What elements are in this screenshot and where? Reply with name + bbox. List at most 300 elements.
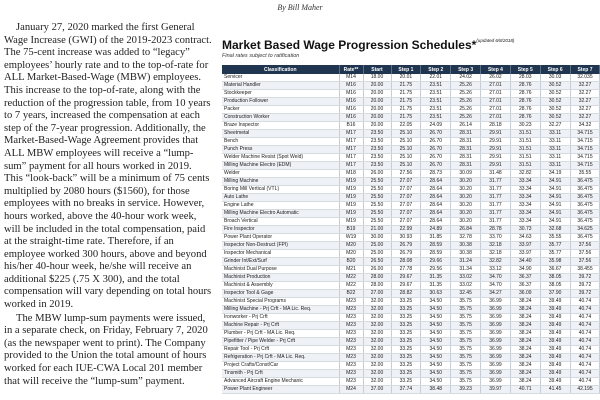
table-row (222, 354, 600, 362)
wage-cell: 36.99 (481, 330, 511, 338)
wage-cell: 30.63 (421, 290, 451, 298)
column-header: Step 2 (421, 65, 451, 74)
wage-cell: 33.25 (391, 330, 421, 338)
wage-cell: 39.97 (481, 386, 511, 394)
classification-cell: Project Crafts/Const/Car (222, 362, 339, 370)
wage-cell: 30.38 (451, 250, 481, 258)
wage-cell: 31.85 (421, 234, 451, 242)
classification-cell: Machinist & Assembly (222, 282, 339, 290)
wage-cell: 37.56 (570, 250, 600, 258)
wage-cell: 38.24 (510, 354, 540, 362)
column-header: Step 4 (481, 65, 511, 74)
table-row (222, 266, 600, 274)
wage-cell: 33.25 (391, 306, 421, 314)
wage-cell: 20.00 (363, 106, 391, 114)
wage-cell: 30.93 (391, 234, 421, 242)
rate-code-cell: M14 (339, 74, 363, 82)
wage-cell: 33.12 (481, 266, 511, 274)
table-row (222, 186, 600, 194)
classification-cell: Advanced Aircraft Engine Mechanic (222, 378, 339, 386)
wage-cell: 39.49 (540, 370, 570, 378)
wage-cell: 38.24 (510, 314, 540, 322)
table-row (222, 378, 600, 386)
table-row (222, 106, 600, 114)
wage-cell: 22.01 (421, 74, 451, 82)
wage-cell: 33.34 (510, 202, 540, 210)
wage-cell: 21.75 (391, 98, 421, 106)
wage-cell: 32.27 (570, 98, 600, 106)
wage-cell: 42.195 (570, 386, 600, 394)
wage-cell: 30.20 (451, 186, 481, 194)
wage-cell: 31.77 (481, 210, 511, 218)
wage-cell: 28.31 (451, 130, 481, 138)
wage-cell: 28.78 (481, 226, 511, 234)
wage-cell: 25.26 (451, 82, 481, 90)
wage-cell: 35.75 (451, 314, 481, 322)
table-header (222, 65, 600, 74)
wage-cell: 36.99 (481, 370, 511, 378)
wage-cell: 40.74 (570, 370, 600, 378)
wage-cell: 32.00 (363, 378, 391, 386)
table-row (222, 290, 600, 298)
wage-cell: 26.70 (421, 146, 451, 154)
wage-cell: 25.26 (451, 98, 481, 106)
table-row (222, 74, 600, 82)
wage-cell: 28.59 (421, 250, 451, 258)
table-row (222, 162, 600, 170)
wage-cell: 33.11 (540, 130, 570, 138)
rate-code-cell: M23 (339, 370, 363, 378)
wage-cell: 32.00 (363, 362, 391, 370)
wage-cell: 36.37 (510, 274, 540, 282)
rate-code-cell: M20 (339, 250, 363, 258)
wage-cell: 33.25 (391, 298, 421, 306)
wage-cell: 28.76 (510, 98, 540, 106)
wage-cell: 38.24 (510, 306, 540, 314)
wage-cell: 30.52 (540, 114, 570, 122)
wage-cell: 34.715 (570, 162, 600, 170)
classification-cell: Engine Lathe (222, 202, 339, 210)
wage-cell: 34.625 (570, 226, 600, 234)
table-row (222, 298, 600, 306)
byline: By Bill Maher (277, 3, 323, 12)
wage-cell: 20.00 (363, 90, 391, 98)
wage-cell: 21.00 (363, 226, 391, 234)
wage-cell: 30.23 (510, 122, 540, 130)
wage-cell: 40.74 (570, 346, 600, 354)
wage-cell: 37.74 (391, 386, 421, 394)
wage-cell: 38.24 (510, 338, 540, 346)
table-body (222, 74, 600, 394)
table-row (222, 218, 600, 226)
rate-code-cell: M17 (339, 162, 363, 170)
wage-cell: 25.00 (363, 250, 391, 258)
wage-cell: 20.00 (363, 98, 391, 106)
wage-cell: 28.08 (391, 258, 421, 266)
wage-cell: 28.64 (421, 186, 451, 194)
classification-cell: Production Follower (222, 98, 339, 106)
wage-cell: 36.99 (481, 378, 511, 386)
rate-code-cell: M23 (339, 298, 363, 306)
wage-cell: 36.99 (481, 354, 511, 362)
wage-cell: 25.26 (451, 90, 481, 98)
wage-cell: 29.91 (481, 130, 511, 138)
classification-cell: Welder (222, 170, 339, 178)
wage-cell: 35.75 (451, 306, 481, 314)
wage-cell: 25.50 (363, 186, 391, 194)
table-row (222, 210, 600, 218)
wage-cell: 31.77 (481, 186, 511, 194)
wage-cell: 28.64 (421, 178, 451, 186)
wage-cell: 22.99 (391, 226, 421, 234)
wage-cell: 26.70 (421, 154, 451, 162)
wage-cell: 25.26 (451, 106, 481, 114)
table-row (222, 338, 600, 346)
wage-cell: 29.66 (421, 258, 451, 266)
wage-cell: 38.24 (510, 322, 540, 330)
wage-cell: 34.50 (421, 306, 451, 314)
table-row (222, 82, 600, 90)
wage-cell: 33.34 (510, 210, 540, 218)
wage-cell: 25.50 (363, 210, 391, 218)
wage-cell: 33.34 (510, 218, 540, 226)
wage-cell: 36.99 (481, 314, 511, 322)
rate-code-cell: M19 (339, 194, 363, 202)
wage-cell: 31.51 (510, 154, 540, 162)
wage-cell: 34.70 (481, 274, 511, 282)
wage-cell: 29.91 (481, 146, 511, 154)
wage-cell: 36.99 (481, 306, 511, 314)
wage-cell: 31.77 (481, 194, 511, 202)
table-row (222, 330, 600, 338)
classification-cell: Fire Inspector (222, 226, 339, 234)
wage-cell: 25.50 (363, 178, 391, 186)
wage-cell: 26.00 (363, 170, 391, 178)
rate-code-cell: B19 (339, 226, 363, 234)
classification-cell: Inspector Tool & Gage (222, 290, 339, 298)
table-row (222, 314, 600, 322)
wage-cell: 24.89 (421, 226, 451, 234)
table-row (222, 170, 600, 178)
rate-code-cell: M23 (339, 338, 363, 346)
wage-cell: 33.34 (510, 194, 540, 202)
classification-cell: Machinist Special Programs (222, 298, 339, 306)
table-row (222, 322, 600, 330)
wage-cell: 35.55 (540, 234, 570, 242)
wage-cell: 23.50 (363, 130, 391, 138)
wage-cell: 32.00 (363, 346, 391, 354)
rate-code-cell: M23 (339, 306, 363, 314)
wage-cell: 31.35 (421, 274, 451, 282)
wage-cell: 25.10 (391, 146, 421, 154)
classification-cell: Servicer (222, 74, 339, 82)
wage-cell: 23.51 (421, 90, 451, 98)
wage-cell: 27.00 (363, 290, 391, 298)
wage-cell: 35.77 (540, 250, 570, 258)
wage-cell: 35.98 (540, 258, 570, 266)
rate-code-cell: M20 (339, 242, 363, 250)
wage-cell: 33.97 (510, 250, 540, 258)
table-row (222, 154, 600, 162)
wage-cell: 32.00 (363, 338, 391, 346)
wage-cell: 18.00 (363, 74, 391, 82)
wage-cell: 30.00 (363, 234, 391, 242)
table-subtitle: Final rates subject to ratification (222, 53, 300, 59)
wage-cell: 21.75 (391, 106, 421, 114)
classification-cell: Construction Worker (222, 114, 339, 122)
wage-cell: 36.475 (570, 178, 600, 186)
classification-cell: Milling Machine Electro (EDM) (222, 162, 339, 170)
wage-cell: 39.49 (540, 306, 570, 314)
wage-cell: 32.18 (481, 250, 511, 258)
classification-cell: Repair Tool - Prj Crft (222, 346, 339, 354)
wage-cell: 20.00 (363, 114, 391, 122)
wage-cell: 23.51 (421, 82, 451, 90)
wage-cell: 30.20 (451, 178, 481, 186)
wage-cell: 34.50 (421, 298, 451, 306)
table-row (222, 114, 600, 122)
wage-cell: 26.84 (451, 226, 481, 234)
wage-cell: 32.82 (481, 258, 511, 266)
rate-code-cell: M16 (339, 98, 363, 106)
wage-cell: 23.50 (363, 162, 391, 170)
wage-cell: 33.25 (391, 346, 421, 354)
wage-cell: 39.49 (540, 330, 570, 338)
wage-cell: 30.03 (540, 74, 570, 82)
wage-cell: 28.76 (510, 114, 540, 122)
wage-cell: 33.25 (391, 338, 421, 346)
wage-cell: 28.64 (421, 218, 451, 226)
wage-cell: 28.64 (421, 194, 451, 202)
wage-cell: 27.01 (481, 82, 511, 90)
wage-cell: 33.25 (391, 370, 421, 378)
classification-cell: Machine Repair - Prj Crft (222, 322, 339, 330)
wage-cell: 35.75 (451, 354, 481, 362)
wage-cell: 27.07 (391, 218, 421, 226)
wage-cell: 27.01 (481, 90, 511, 98)
wage-cell: 34.50 (421, 314, 451, 322)
classification-cell: Milling Machine (222, 178, 339, 186)
wage-cell: 32.82 (510, 170, 540, 178)
table-row (222, 242, 600, 250)
wage-cell: 34.715 (570, 130, 600, 138)
wage-cell: 24.02 (451, 74, 481, 82)
wage-cell: 31.51 (510, 138, 540, 146)
wage-cell: 36.67 (540, 266, 570, 274)
classification-cell: Plumber - Prj Crft - MA Lic. Req. (222, 330, 339, 338)
wage-cell: 31.35 (421, 282, 451, 290)
wage-cell: 28.00 (363, 274, 391, 282)
column-header: Step 3 (451, 65, 481, 74)
wage-cell: 31.51 (510, 162, 540, 170)
table-row (222, 202, 600, 210)
wage-cell: 33.11 (540, 138, 570, 146)
article-paragraph: The MBW lump-sum payments were issued, in a separate check, on Friday, February 7, 2020 (as the newspaper went to print). The Company provided to the Union the total amount of hours worked for each IUE-CWA Local 201 member that will receive the “lump-sum” payment. (4, 312, 208, 387)
wage-cell: 33.70 (481, 234, 511, 242)
wage-cell: 28.64 (421, 210, 451, 218)
table-title-text: Market Based Wage Progression Schedules* (222, 38, 477, 52)
wage-cell: 36.99 (481, 362, 511, 370)
wage-cell: 26.00 (363, 266, 391, 274)
table-row (222, 370, 600, 378)
wage-cell: 40.74 (570, 322, 600, 330)
wage-cell: 31.48 (481, 170, 511, 178)
wage-cell: 30.20 (451, 194, 481, 202)
wage-cell: 34.40 (510, 258, 540, 266)
wage-cell: 35.75 (451, 322, 481, 330)
wage-cell: 35.75 (451, 378, 481, 386)
wage-cell: 40.74 (570, 338, 600, 346)
classification-cell: Milling Machine Electro Automatic (222, 210, 339, 218)
wage-cell: 29.67 (391, 282, 421, 290)
wage-cell: 39.49 (540, 298, 570, 306)
wage-cell: 34.19 (540, 170, 570, 178)
wage-cell: 31.77 (481, 202, 511, 210)
classification-cell: Boring Mill Vertical (VTL) (222, 186, 339, 194)
wage-cell: 36.475 (570, 218, 600, 226)
wage-cell: 28.03 (510, 74, 540, 82)
table-title (222, 38, 600, 52)
wage-cell: 37.56 (570, 242, 600, 250)
table-row (222, 138, 600, 146)
wage-cell: 33.25 (391, 314, 421, 322)
rate-code-cell: M19 (339, 210, 363, 218)
wage-cell: 39.49 (540, 378, 570, 386)
wage-cell: 21.75 (391, 90, 421, 98)
wage-table-section (222, 38, 600, 400)
wage-cell: 23.51 (421, 106, 451, 114)
wage-cell: 38.48 (421, 386, 451, 394)
wage-cell: 32.68 (540, 226, 570, 234)
wage-cell: 33.25 (391, 322, 421, 330)
wage-cell: 25.50 (363, 218, 391, 226)
rate-code-cell: M17 (339, 146, 363, 154)
wage-cell: 36.475 (570, 186, 600, 194)
wage-cell: 37.56 (570, 258, 600, 266)
wage-cell: 33.11 (540, 162, 570, 170)
wage-cell: 22.05 (391, 122, 421, 130)
wage-cell: 34.63 (510, 234, 540, 242)
wage-cell: 26.70 (421, 138, 451, 146)
wage-cell: 24.09 (421, 122, 451, 130)
wage-cell: 34.50 (421, 346, 451, 354)
rate-code-cell: M17 (339, 138, 363, 146)
wage-cell: 39.49 (540, 362, 570, 370)
wage-cell: 26.79 (391, 242, 421, 250)
column-header: Step 1 (391, 65, 421, 74)
wage-cell: 27.07 (391, 202, 421, 210)
wage-cell: 26.70 (421, 162, 451, 170)
column-header: Step 6 (540, 65, 570, 74)
wage-cell: 39.72 (570, 282, 600, 290)
wage-cell: 34.50 (421, 338, 451, 346)
table-row (222, 282, 600, 290)
wage-cell: 40.71 (510, 386, 540, 394)
wage-cell: 30.52 (540, 106, 570, 114)
rate-code-cell: M17 (339, 154, 363, 162)
wage-cell: 23.50 (363, 146, 391, 154)
table-row (222, 178, 600, 186)
wage-cell: 30.52 (540, 82, 570, 90)
wage-cell: 28.59 (421, 242, 451, 250)
wage-cell: 36.37 (510, 282, 540, 290)
classification-cell: Milling Machine - Prj Crft - MA Lic. Req. (222, 306, 339, 314)
rate-code-cell: M23 (339, 346, 363, 354)
wage-cell: 31.51 (510, 130, 540, 138)
rate-code-cell: B16 (339, 122, 363, 130)
wage-cell: 39.49 (540, 322, 570, 330)
table-row (222, 362, 600, 370)
wage-cell: 34.27 (481, 290, 511, 298)
wage-cell: 32.00 (363, 330, 391, 338)
classification-cell: Machinist Dual Purpose (222, 266, 339, 274)
wage-cell: 28.00 (363, 282, 391, 290)
rate-code-cell: M17 (339, 130, 363, 138)
wage-progression-table (222, 65, 600, 394)
wage-cell: 26.50 (363, 258, 391, 266)
wage-cell: 39.72 (570, 290, 600, 298)
wage-cell: 32.00 (363, 370, 391, 378)
wage-cell: 25.50 (363, 194, 391, 202)
wage-cell: 34.70 (481, 282, 511, 290)
table-row (222, 146, 600, 154)
wage-cell: 34.50 (421, 330, 451, 338)
wage-cell: 39.49 (540, 346, 570, 354)
wage-cell: 28.82 (391, 290, 421, 298)
wage-cell: 34.50 (421, 362, 451, 370)
column-header: Start (363, 65, 391, 74)
wage-cell: 30.73 (510, 226, 540, 234)
classification-cell: Refrigeration - Prj Crft - MA Lic. Req. (222, 354, 339, 362)
wage-cell: 40.74 (570, 354, 600, 362)
wage-cell: 33.25 (391, 362, 421, 370)
wage-cell: 32.27 (570, 114, 600, 122)
wage-cell: 28.64 (421, 202, 451, 210)
rate-code-cell: M22 (339, 274, 363, 282)
wage-cell: 33.25 (391, 354, 421, 362)
wage-cell: 27.07 (391, 186, 421, 194)
wage-cell: 32.27 (540, 122, 570, 130)
classification-cell: Punch Press (222, 146, 339, 154)
wage-cell: 36.475 (570, 202, 600, 210)
rate-code-cell: M18 (339, 170, 363, 178)
rate-code-cell: M19 (339, 218, 363, 226)
table-row (222, 258, 600, 266)
rate-code-cell: M16 (339, 114, 363, 122)
column-header: Classification (222, 65, 339, 74)
rate-code-cell: B22 (339, 290, 363, 298)
wage-cell: 38.24 (510, 346, 540, 354)
wage-cell: 40.74 (570, 298, 600, 306)
rate-code-cell: M23 (339, 362, 363, 370)
wage-cell: 28.31 (451, 146, 481, 154)
table-row (222, 346, 600, 354)
rate-code-cell: M16 (339, 82, 363, 90)
table-row (222, 130, 600, 138)
classification-cell: Braze Inspector (222, 122, 339, 130)
wage-cell: 36.475 (570, 194, 600, 202)
wage-cell: 30.20 (451, 202, 481, 210)
table-row (222, 250, 600, 258)
rate-code-cell: M19 (339, 202, 363, 210)
wage-cell: 32.45 (451, 290, 481, 298)
wage-cell: 30.09 (451, 170, 481, 178)
wage-cell: 35.75 (451, 362, 481, 370)
wage-cell: 36.99 (481, 338, 511, 346)
table-updated-note: (updated 6/8/2018) (476, 38, 515, 43)
wage-cell: 32.00 (363, 306, 391, 314)
wage-cell: 41.45 (540, 386, 570, 394)
